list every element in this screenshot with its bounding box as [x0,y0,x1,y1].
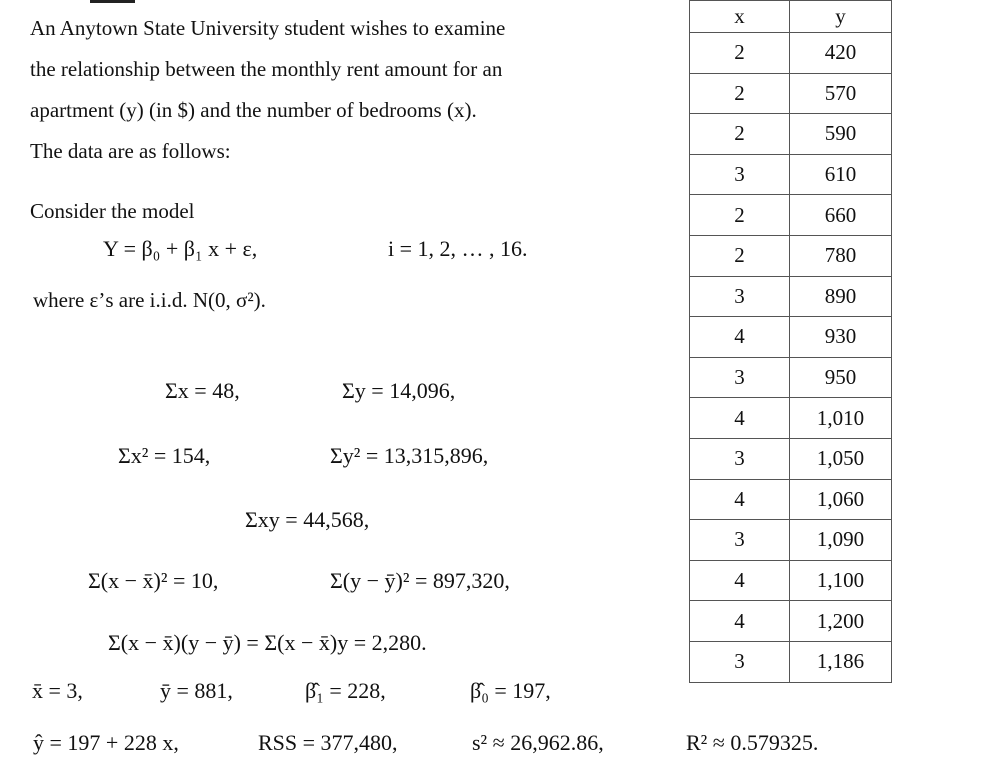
table-header-row [690,1,892,33]
cell-y: 1,060 [790,479,892,520]
sum-y: Σy = 14,096, [342,378,456,403]
x-bar: x̄ = 3, [32,678,83,703]
beta0-hat: β̂₀ = 197, [470,678,551,703]
table-row [690,357,892,398]
cell-y: 1,090 [790,520,892,561]
cell-x: 4 [690,398,790,439]
y-bar: ȳ = 881, [160,678,233,703]
cell-y: 1,010 [790,398,892,439]
cell-x: 2 [690,73,790,114]
column-header-x: x [690,1,790,33]
top-rule [90,0,135,3]
cell-y: 1,186 [790,641,892,682]
table-row [690,33,892,74]
cell-x: 4 [690,601,790,642]
model-equation: Y = β₀ + β₁ x + ε, [103,236,258,261]
cell-x: 4 [690,317,790,358]
sxy: Σ(x − x̄)(y − ȳ) = Σ(x − x̄)y = 2,280. [108,630,427,655]
rss: RSS = 377,480, [258,730,398,755]
model-intro: Consider the model [30,199,195,223]
cell-y: 780 [790,235,892,276]
table-row [690,398,892,439]
cell-x: 3 [690,276,790,317]
cell-y: 1,100 [790,560,892,601]
s-squared: s² ≈ 26,962.86, [472,730,604,755]
table-row [690,235,892,276]
cell-y: 570 [790,73,892,114]
model-index-range: i = 1, 2, … , 16. [388,236,528,261]
sum-x: Σx = 48, [165,378,240,403]
cell-y: 890 [790,276,892,317]
column-header-y: y [790,1,892,33]
table-row [690,438,892,479]
intro-line-2: the relationship between the monthly rent amount for an [30,57,503,81]
cell-x: 3 [690,520,790,561]
intro-line-3: apartment (y) (in $) and the number of bedrooms (x). [30,98,477,122]
cell-y: 930 [790,317,892,358]
sum-xy: Σxy = 44,568, [245,507,370,532]
table-row [690,601,892,642]
cell-x: 4 [690,560,790,601]
cell-x: 3 [690,154,790,195]
cell-y: 610 [790,154,892,195]
cell-x: 4 [690,479,790,520]
table-row [690,154,892,195]
cell-y: 1,200 [790,601,892,642]
table-row [690,114,892,155]
intro-line-4: The data are as follows: [30,139,231,163]
sum-y-squared: Σy² = 13,315,896, [330,443,489,468]
data-table [689,0,892,683]
fitted-line: ŷ = 197 + 228 x, [33,730,179,755]
cell-y: 1,050 [790,438,892,479]
cell-y: 950 [790,357,892,398]
syy: Σ(y − ȳ)² = 897,320, [330,568,510,593]
table-row [690,479,892,520]
cell-x: 2 [690,195,790,236]
r-squared: R² ≈ 0.579325. [686,730,819,755]
cell-x: 3 [690,357,790,398]
sum-x-squared: Σx² = 154, [118,443,211,468]
cell-x: 3 [690,641,790,682]
intro-line-1: An Anytown State University student wishes to examine [30,16,506,40]
cell-y: 660 [790,195,892,236]
beta1-hat: β̂₁ = 228, [305,678,386,703]
cell-y: 420 [790,33,892,74]
table-row [690,73,892,114]
table-row [690,520,892,561]
table-row [690,317,892,358]
cell-x: 2 [690,114,790,155]
table-row [690,195,892,236]
table-row [690,560,892,601]
cell-x: 3 [690,438,790,479]
table-row [690,276,892,317]
model-error-assumption: where ε’s are i.i.d. N(0, σ²). [33,288,266,312]
table-row [690,641,892,682]
cell-y: 590 [790,114,892,155]
sxx: Σ(x − x̄)² = 10, [88,568,219,593]
cell-x: 2 [690,235,790,276]
cell-x: 2 [690,33,790,74]
